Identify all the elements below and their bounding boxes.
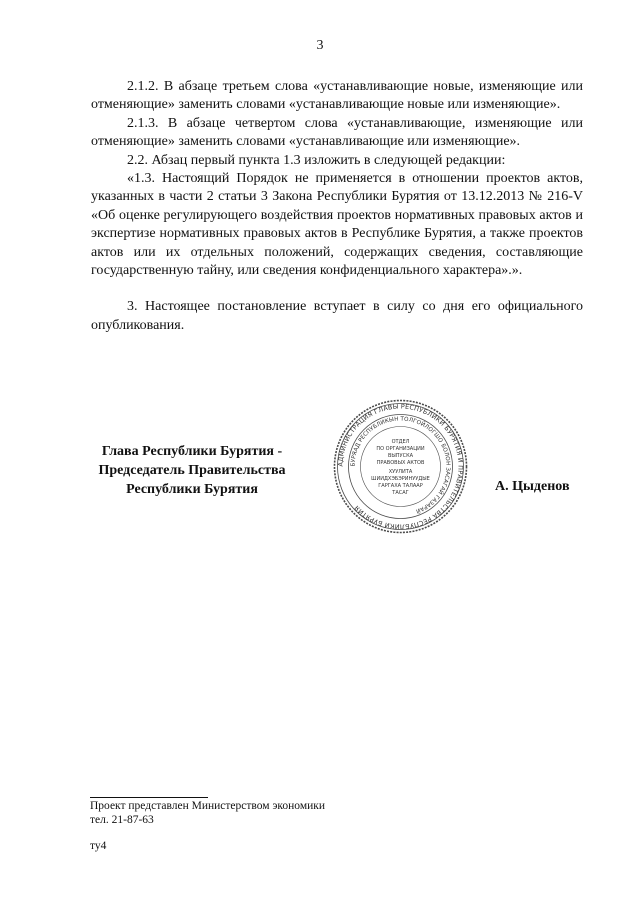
seal-outer-ring-text: АДМИНИСТРАЦИЯ ГЛАВЫ РЕСПУБЛИКИ БУРЯТИЯ И ПРАВИТЕЛЬСТВА РЕСПУБЛИКИ БУРЯТИЯ [336, 402, 465, 531]
official-seal [333, 399, 468, 534]
seal-center-line: ПРАВОВЫХ АКТОВ [376, 460, 425, 466]
document-body [91, 78, 583, 335]
footer-note [90, 799, 325, 853]
seal-center-line: ПО ОРГАНИЗАЦИИ [376, 446, 425, 452]
seal-center-line: ТАСАГ [392, 490, 409, 496]
seal-center-line: ШИИДХЭБЭРИНУУДЫЕ [371, 476, 430, 482]
signatory-position [72, 442, 312, 499]
paragraph-2-1-2: 2.1.2. В абзаце третьем слова «устанавливающие новые, изменяющие или отменяющие» заменить словами «устанавливающие новые или изменяющие». [91, 79, 583, 113]
footer-submitted-by: Проект представлен Министерством экономики [90, 800, 326, 812]
seal-inner-ring-text: БУРЯАД РЕСПУБЛИКЫН ТОЛГОЙЛОГШО БОЛОН ЗАСАГАЙ ГАЗАРАЙ [350, 416, 451, 514]
footer-phone: тел. 21-87-63 [90, 814, 154, 826]
signatory-position-line: Республики Бурятия [126, 482, 258, 497]
footer-code: ту4 [90, 840, 107, 852]
paragraph-2-2: 2.2. Абзац первый пункта 1.3 изложить в следующей редакции: [127, 152, 506, 168]
seal-center-line: ГАРГАХА ТАЛААР [378, 483, 423, 489]
signatory-position-line: Глава Республики Бурятия - [101, 444, 283, 459]
paragraph-quoted-1-3: «1.3. Настоящий Порядок не применяется в отношении проектов актов, указанных в части 2 статьи 3 Закона Республики Бурятия от 13.12.2013 № 216-V «Об оценке регулирующего воздействия проектов нормативных правовых актов и экспертизе нормативных правовых актов в Республике Бурятия, а также проектов актов или их отдельных положений, содержащих сведения, составляющие государственную тайну, или сведения конфиденциального характера».». [91, 171, 583, 279]
signatory-name: А. Цыденов [495, 479, 570, 494]
paragraph-2-1-3: 2.1.3. В абзаце четвертом слова «устанавливающие, изменяющие или отменяющие» заменить словами «устанавливающие или изменяющие». [91, 115, 583, 150]
page-number: 3 [316, 38, 324, 53]
seal-center-line: ВЫПУСКА [387, 453, 414, 459]
paragraph-3: 3. Настоящее постановление вступает в силу со дня его официального опубликования. [91, 299, 583, 333]
signatory-position-line: Председатель Правительства [98, 463, 286, 478]
seal-center-line: ОТДЕЛ [391, 439, 410, 445]
footer-divider [90, 797, 208, 798]
seal-center-line: ХУУЛИТА [388, 469, 413, 475]
